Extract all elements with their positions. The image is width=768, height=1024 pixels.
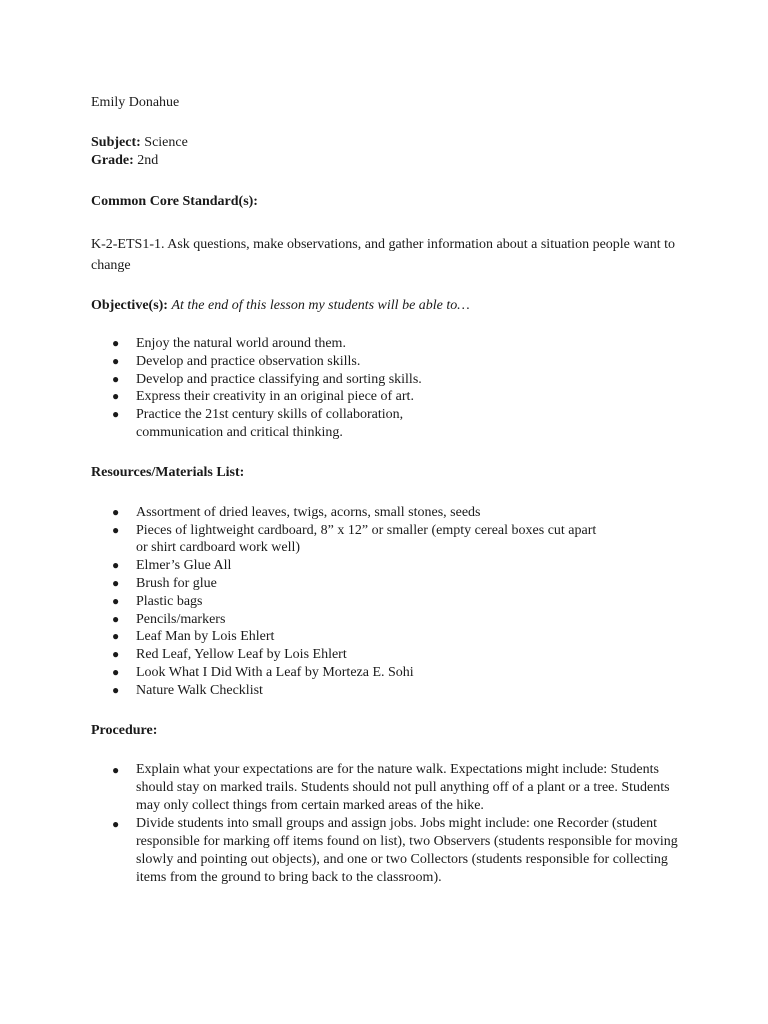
resource-text: Look What I Did With a Leaf by Morteza E. Sohi (136, 664, 414, 680)
procedure-list (91, 761, 681, 887)
bullet-icon: ● (112, 575, 120, 590)
grade-value: 2nd (137, 153, 159, 168)
list-item (91, 815, 681, 887)
lesson-plan-content (91, 94, 691, 909)
list-item (91, 628, 611, 646)
list-item (91, 682, 611, 700)
objective-text: Express their creativity in an original piece of art. (136, 389, 414, 405)
list-item (91, 353, 471, 371)
procedure-heading: Procedure: (91, 722, 158, 738)
bullet-icon: ● (112, 389, 120, 404)
bullet-icon: ● (112, 336, 120, 350)
list-item (91, 646, 611, 664)
resource-text: Assortment of dried leaves, twigs, acorns, small stones, seeds (136, 504, 481, 520)
resource-text: Leaf Man by Lois Ehlert (136, 629, 275, 645)
bullet-icon: ● (112, 371, 120, 386)
list-item (91, 335, 471, 353)
list-item (91, 522, 611, 558)
resources-list (91, 504, 611, 700)
bullet-icon: ● (112, 762, 120, 777)
objectives-list (91, 335, 471, 442)
objective-text: Practice the 21st century skills of collaboration, communication and critical thinking. (136, 407, 404, 440)
list-item (91, 611, 611, 629)
list-item (91, 575, 611, 593)
bullet-icon: ● (112, 816, 120, 831)
objectives-intro: At the end of this lesson my students will be able to… (171, 298, 470, 313)
bullet-icon: ● (112, 629, 120, 644)
list-item (91, 664, 611, 682)
bullet-icon: ● (112, 504, 120, 519)
list-item (91, 504, 611, 522)
list-item (91, 593, 611, 611)
resource-text: Brush for glue (136, 575, 217, 591)
list-item (91, 371, 471, 389)
bullet-icon: ● (112, 407, 120, 422)
objective-text: Develop and practice observation skills. (136, 353, 361, 369)
bullet-icon: ● (112, 682, 120, 697)
subject-value: Science (144, 135, 188, 150)
list-item (91, 388, 471, 406)
resource-text: Elmer’s Glue All (136, 558, 232, 574)
bullet-icon: ● (112, 558, 120, 573)
objectives-line (91, 297, 691, 315)
procedure-step-text: Divide students into small groups and assign jobs. Jobs might include: one Recorder (student responsible for marking off items found on list), two Observers (students responsible for moving slowly and pointing out objects), and one or two Collectors (students responsible for collecting items from the ground to bring back to the classroom). (136, 815, 678, 885)
procedure-step-text: Explain what your expectations are for the nature walk. Expectations might include: Students should stay on marked trails. Students should not pull anything off of a plant or a tree. Students may only collect things from certain marked areas of the hike. (136, 761, 670, 813)
resource-text: Pencils/markers (136, 611, 226, 627)
objectives-label: Objective(s): (91, 298, 168, 313)
resource-text: Nature Walk Checklist (136, 682, 263, 698)
subject-line (91, 134, 691, 152)
list-item (91, 557, 611, 575)
bullet-icon: ● (112, 647, 120, 662)
subject-label: Subject: (91, 135, 141, 150)
resource-text: Pieces of lightweight cardboard, 8” x 12” or smaller (empty cereal boxes cut apart or shirt cardboard work well) (136, 522, 597, 556)
objective-text: Develop and practice classifying and sorting skills. (136, 371, 422, 387)
bullet-icon: ● (112, 353, 120, 368)
bullet-icon: ● (112, 593, 120, 608)
grade-label: Grade: (91, 153, 134, 168)
bullet-icon: ● (112, 664, 120, 679)
list-item (91, 406, 471, 442)
grade-line (91, 152, 691, 170)
standard-text: K-2-ETS1-1. Ask questions, make observations, and gather information about a situation people want to change (91, 237, 675, 273)
resource-text: Plastic bags (136, 593, 203, 609)
author-name: Emily Donahue (91, 95, 180, 110)
bullet-icon: ● (112, 611, 120, 626)
list-item (91, 761, 681, 815)
resources-heading: Resources/Materials List: (91, 464, 245, 480)
objective-text: Enjoy the natural world around them. (136, 336, 346, 351)
resource-text: Red Leaf, Yellow Leaf by Lois Ehlert (136, 647, 347, 663)
standards-heading: Common Core Standard(s): (91, 194, 258, 209)
bullet-icon: ● (112, 522, 120, 537)
